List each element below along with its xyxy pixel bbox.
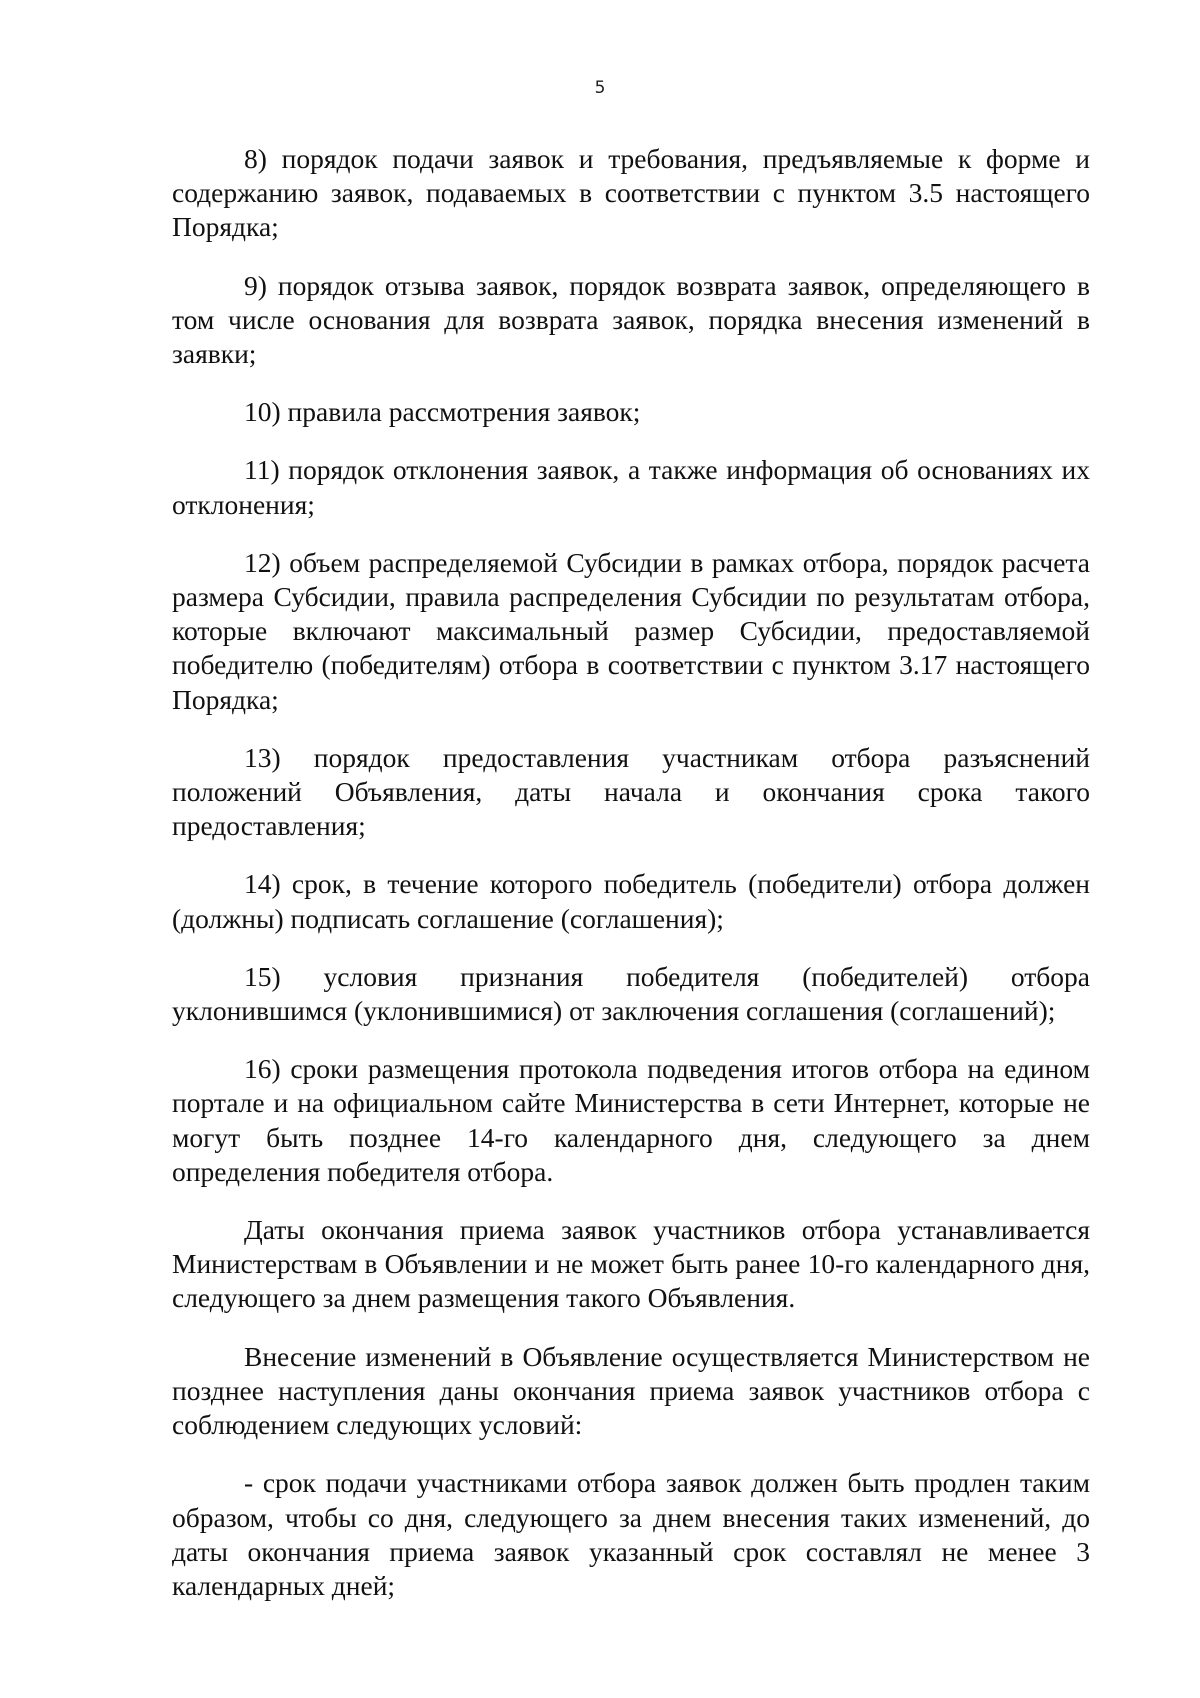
paragraph-item-10: 10) правила рассмотрения заявок;: [244, 396, 641, 428]
paragraph-item-12: 12) объем распределяемой Субсидии в рамках отбора, порядок расчета размера Субсидии, правила распределения Субсидии по результатам отбора, которые включают максимальный размер Субсидии, предоставляемой победителю (победителям) отбора в соответствии с пунктом 3.17 настоящего Порядка;: [172, 546, 1090, 715]
paragraph-item-11: 11) порядок отклонения заявок, а также информация об основаниях их отклонения;: [172, 454, 1090, 520]
paragraph-item-9: 9) порядок отзыва заявок, порядок возврата заявок, определяющего в том числе основания для возврата заявок, порядка внесения изменений в заявки;: [172, 269, 1090, 370]
document-body: [172, 142, 1090, 1627]
paragraph-extension-condition: - срок подачи участниками отбора заявок должен быть продлен таким образом, чтобы со дня, следующего за днем внесения таких изменений, до даты окончания приема заявок указанный срок составлял не менее 3 календарных дней;: [172, 1467, 1090, 1601]
paragraph-item-14: 14) срок, в течение которого победитель (победители) отбора должен (должны) подписать соглашение (соглашения);: [172, 868, 1090, 934]
paragraph-item-15: 15) условия признания победителя (победителей) отбора уклонившимся (уклонившимися) от заключения соглашения (соглашений);: [172, 960, 1090, 1027]
paragraph-item-16: 16) сроки размещения протокола подведения итогов отбора на едином портале и на официальном сайте Министерства в сети Интернет, которые не могут быть позднее 14-го календарного дня, следующего за днем определения победителя отбора.: [172, 1053, 1090, 1187]
paragraph-item-8: 8) порядок подачи заявок и требования, предъявляемые к форме и содержанию заявок, подаваемых в соответствии с пунктом 3.5 настоящего Порядка;: [172, 143, 1090, 243]
paragraph-deadline: Даты окончания приема заявок участников отбора устанавливается Министерствам в Объявлении и не может быть ранее 10-го календарного дня, следующего за днем размещения такого Объявления.: [172, 1214, 1090, 1314]
page-number: 5: [594, 78, 606, 98]
paragraph-item-13: 13) порядок предоставления участникам отбора разъяснений положений Объявления, даты начала и окончания срока такого предоставления;: [172, 741, 1090, 842]
paragraph-amendments: Внесение изменений в Объявление осуществляется Министерством не позднее наступления даны окончания приема заявок участников отбора с соблюдением следующих условий:: [172, 1340, 1090, 1441]
